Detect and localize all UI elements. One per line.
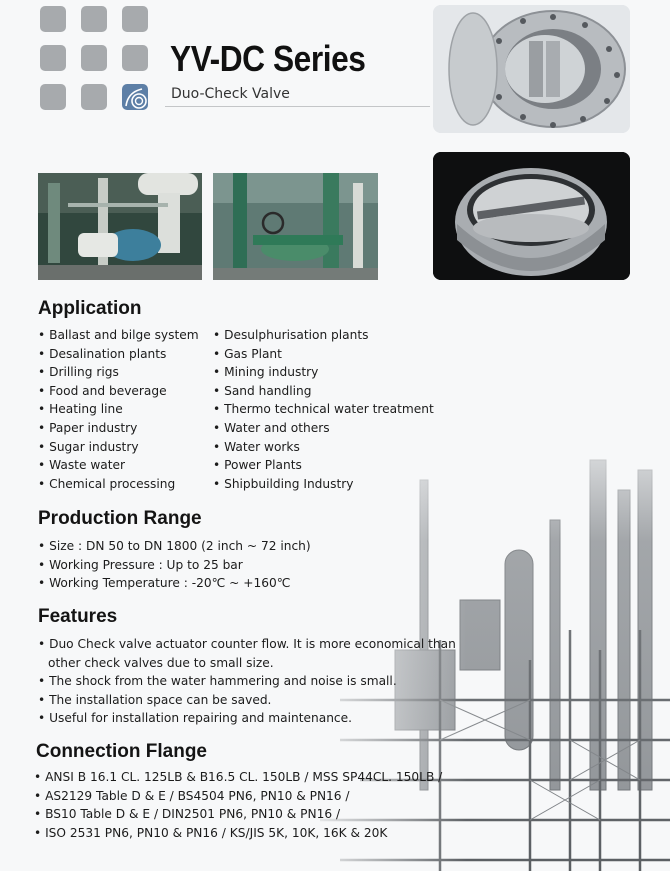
list-item: • ISO 2531 PN6, PN10 & PN16 / KS/JIS 5K, 10K, 16K & 20K: [34, 824, 442, 843]
list-item: • Water works: [213, 438, 434, 457]
list-item: • Chemical processing: [38, 475, 199, 494]
list-item: • AS2129 Table D & E / BS4504 PN6, PN10 & PN16 /: [34, 787, 442, 806]
list-item: • Size : DN 50 to DN 1800 (2 inch ~ 72 inch): [38, 537, 311, 556]
logo-square: [40, 6, 66, 32]
application-list-left: [38, 326, 199, 493]
list-item: • Working Temperature : -20℃ ~ +160℃: [38, 574, 311, 593]
list-item: • Water and others: [213, 419, 434, 438]
section-heading-production-range: Production Range: [38, 508, 202, 529]
list-item: • Desulphurisation plants: [213, 326, 434, 345]
title-divider: [165, 106, 430, 107]
list-item: • Drilling rigs: [38, 363, 199, 382]
logo-square: [81, 84, 107, 110]
list-item: • Thermo technical water treatment: [213, 400, 434, 419]
valve-flanged-icon: [433, 5, 630, 133]
list-item: • Gas Plant: [213, 345, 434, 364]
list-item: • Working Pressure : Up to 25 bar: [38, 556, 311, 575]
logo-square: [122, 6, 148, 32]
valve-wafer-icon: [433, 152, 630, 280]
production-range-list: [38, 537, 311, 593]
list-item: • Ballast and bilge system: [38, 326, 199, 345]
list-item: • ANSI B 16.1 CL. 125LB & B16.5 CL. 150LB / MSS SP44CL. 150LB /: [34, 768, 442, 787]
logo-square: [122, 45, 148, 71]
page-subtitle: Duo-Check Valve: [171, 86, 290, 102]
pipe-room-icon: [213, 173, 378, 280]
connection-flange-list: [34, 768, 442, 842]
list-item: • Waste water: [38, 456, 199, 475]
list-item: • Shipbuilding Industry: [213, 475, 434, 494]
list-item: • Sugar industry: [38, 438, 199, 457]
list-item: • Power Plants: [213, 456, 434, 475]
features-list: [38, 635, 456, 728]
logo-square: [40, 84, 66, 110]
list-item: • Useful for installation repairing and maintenance.: [38, 709, 456, 728]
valve-logo-icon: [122, 84, 148, 110]
application-list-right: [213, 326, 434, 493]
list-item: • Desalination plants: [38, 345, 199, 364]
list-item: • Duo Check valve actuator counter flow. It is more economical than: [38, 635, 456, 654]
section-heading-features: Features: [38, 606, 118, 627]
logo-square: [81, 45, 107, 71]
pump-room-icon: [38, 173, 202, 280]
list-item: • Mining industry: [213, 363, 434, 382]
list-item: • The installation space can be saved.: [38, 691, 456, 710]
list-item-continuation: other check valves due to small size.: [48, 655, 274, 670]
list-item: • Paper industry: [38, 419, 199, 438]
section-heading-application: Application: [38, 298, 142, 319]
list-item: • Heating line: [38, 400, 199, 419]
list-item: • Sand handling: [213, 382, 434, 401]
list-item: • Food and beverage: [38, 382, 199, 401]
section-heading-connection-flange: Connection Flange: [36, 741, 207, 762]
page-title: YV-DC Series: [170, 38, 366, 79]
list-item: • The shock from the water hammering and noise is small.: [38, 672, 456, 691]
logo-square: [40, 45, 66, 71]
list-item: • BS10 Table D & E / DIN2501 PN6, PN10 & PN16 /: [34, 805, 442, 824]
logo-square: [81, 6, 107, 32]
